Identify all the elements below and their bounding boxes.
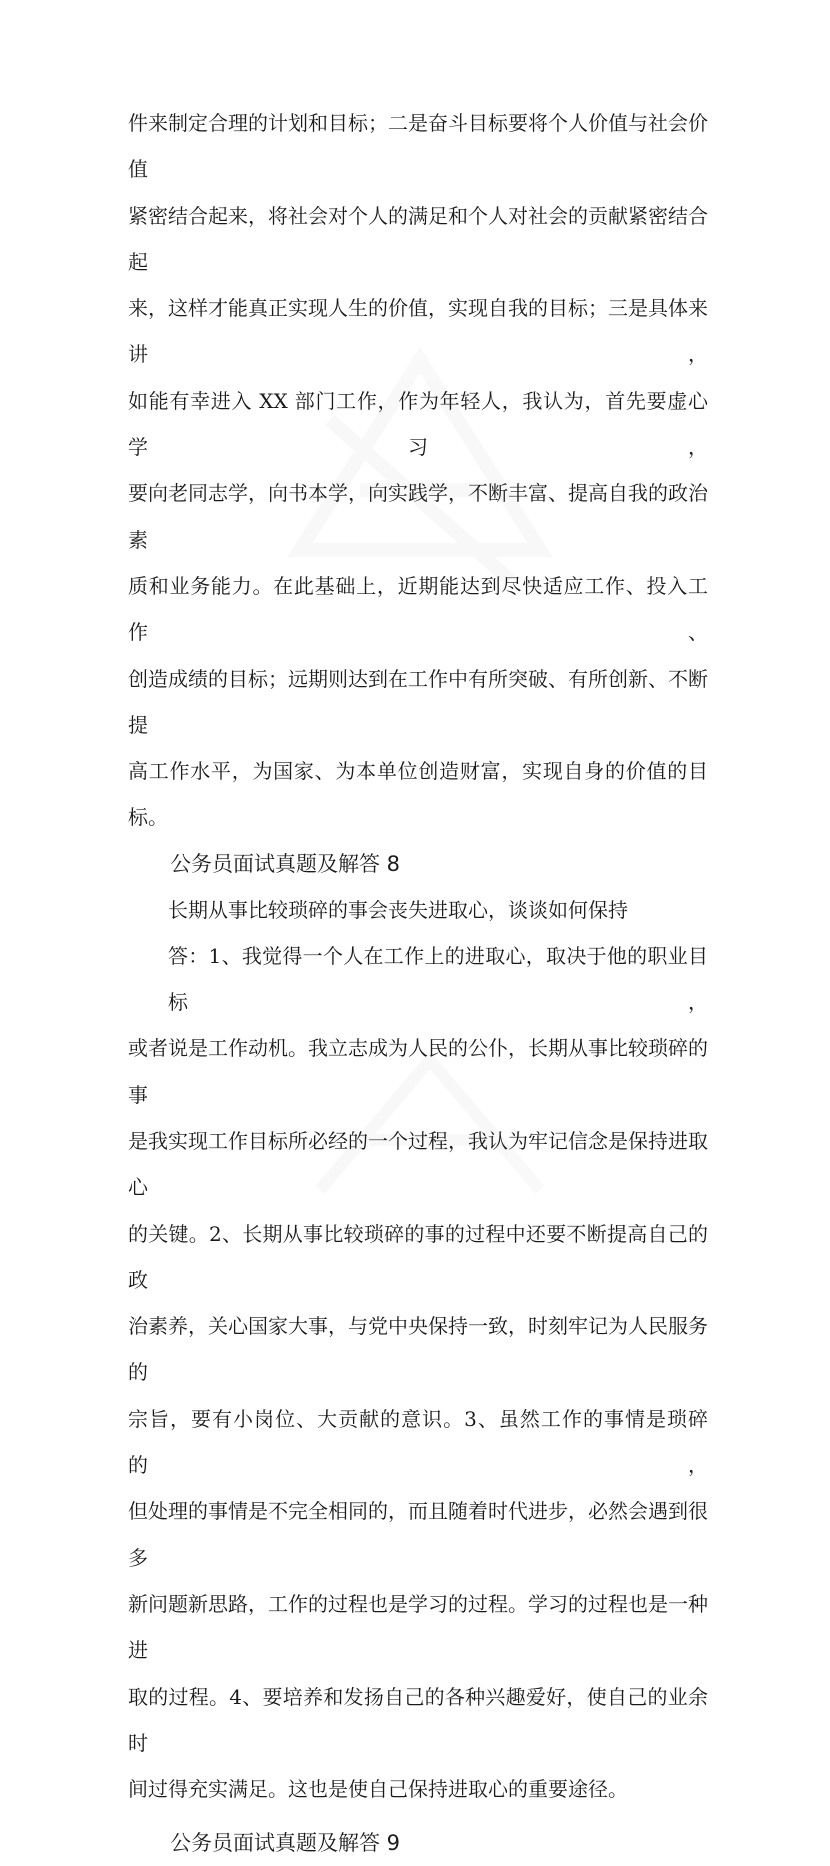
text-line: 或者说是工作动机。我立志成为人民的公仆，长期从事比较琐碎的事 — [128, 1036, 708, 1107]
text-line: 件来制定合理的计划和目标；二是奋斗目标要将个人价值与社会价值 — [128, 111, 708, 182]
paragraph-continuation — [128, 100, 708, 841]
text-line: 答：1、我觉得一个人在工作上的进取心，取决于他的职业目标， — [168, 943, 708, 1015]
text-line: 的关键。2、长期从事比较琐碎的事的过程中还要不断提高自己的政 — [128, 1221, 708, 1292]
text-line: 取的过程。4、要培养和发扬自己的各种兴趣爱好，使自己的业余时 — [128, 1684, 708, 1755]
text-line: 如能有幸进入 XX 部门工作，作为年轻人，我认为，首先要虚心学习， — [128, 388, 708, 460]
text-line: 质和业务能力。在此基础上，近期能达到尽快适应工作、投入工作、 — [128, 573, 708, 645]
text-line: 高工作水平，为国家、为本单位创造财富，实现自身的价值的目标。 — [128, 759, 708, 830]
text-line: 创造成绩的目标；远期则达到在工作中有所突破、有所创新、不断提 — [128, 666, 708, 737]
section-heading-8: 公务员面试真题及解答 8 — [170, 851, 401, 876]
question-text: 长期从事比较琐碎的事会丧失进取心，谈谈如何保持 — [168, 897, 628, 922]
text-line: 治素养，关心国家大事，与党中央保持一致，时刻牢记为人民服务的 — [128, 1314, 708, 1385]
answer-paragraph — [128, 933, 708, 1813]
text-line: 新问题新思路，工作的过程也是学习的过程。学习的过程也是一种进 — [128, 1591, 708, 1663]
text-line: 来，这样才能真正实现人生的价值，实现自我的目标；三是具体来讲， — [128, 296, 708, 367]
document-body — [128, 100, 708, 1866]
text-line: 宗旨，要有小岗位、大贡献的意识。3、虽然工作的事情是琐碎的， — [128, 1406, 708, 1478]
text-line: 要向老同志学，向书本学，向实践学，不断丰富、提高自我的政治素 — [128, 481, 708, 552]
text-line: 紧密结合起来，将社会对个人的满足和个人对社会的贡献紧密结合起 — [128, 203, 708, 274]
text-line: 但处理的事情是不完全相同的，而且随着时代进步，必然会遇到很多 — [128, 1499, 708, 1570]
spacer — [128, 1812, 708, 1820]
text-line: 是我实现工作目标所必经的一个过程，我认为牢记信念是保持进取心 — [128, 1128, 708, 1200]
text-line: 间过得充实满足。这也是使自己保持进取心的重要途径。 — [128, 1777, 628, 1802]
section-heading-9: 公务员面试真题及解答 9 — [170, 1831, 401, 1856]
